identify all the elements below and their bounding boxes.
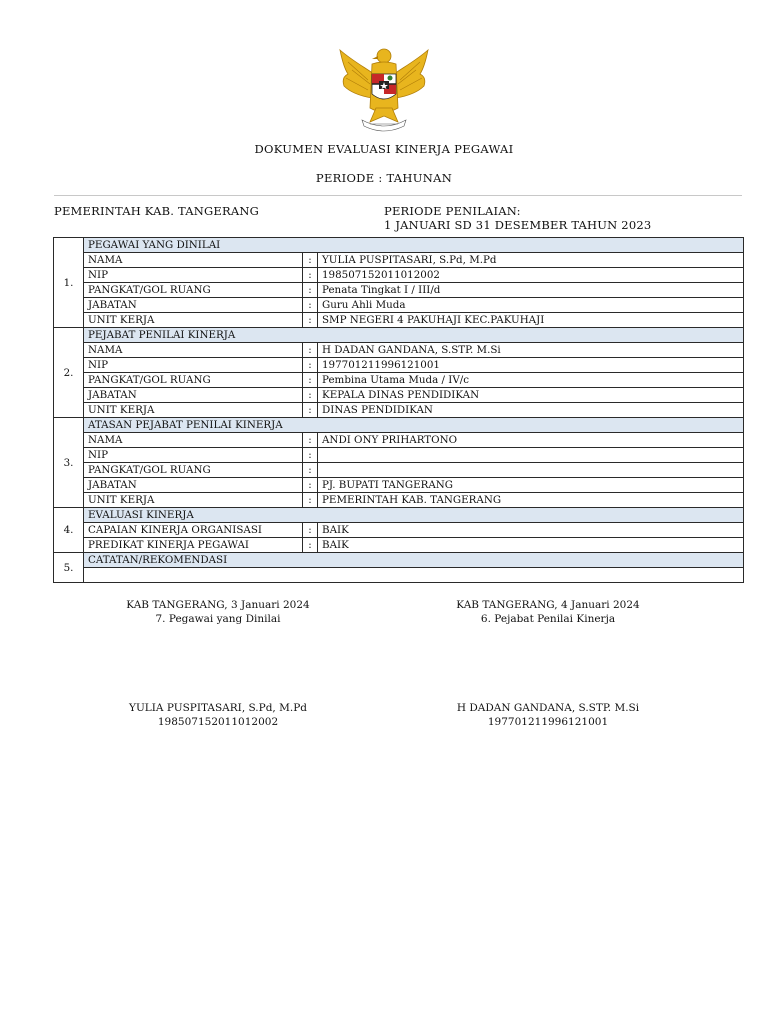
field-colon: : xyxy=(303,373,318,388)
periode-penilaian-title: PERIODE PENILAIAN: xyxy=(384,204,521,218)
field-colon: : xyxy=(303,343,318,358)
table-row xyxy=(54,448,744,463)
section-title: PEJABAT PENILAI KINERJA xyxy=(84,328,744,343)
pemerintah-label: PEMERINTAH KAB. TANGERANG xyxy=(54,204,259,218)
periode-label: PERIODE : TAHUNAN xyxy=(315,171,453,185)
garuda-pancasila-emblem xyxy=(334,42,434,132)
field-colon: : xyxy=(303,403,318,418)
field-value: SMP NEGERI 4 PAKUHAJI KEC.PAKUHAJI xyxy=(318,313,744,328)
section-title: CATATAN/REKOMENDASI xyxy=(84,553,744,568)
field-colon: : xyxy=(303,478,318,493)
evaluation-table-body xyxy=(54,238,744,583)
field-colon: : xyxy=(303,538,318,553)
table-row xyxy=(54,523,744,538)
table-row xyxy=(54,463,744,478)
field-colon: : xyxy=(303,313,318,328)
signature-right-name: H DADAN GANDANA, S.STP. M.Si xyxy=(456,702,640,714)
field-label: PREDIKAT KINERJA PEGAWAI xyxy=(84,538,303,553)
field-label: JABATAN xyxy=(84,478,303,493)
section-header-row xyxy=(54,553,744,568)
section-header-row xyxy=(54,238,744,253)
field-colon: : xyxy=(303,463,318,478)
field-colon: : xyxy=(303,493,318,508)
document-title: DOKUMEN EVALUASI KINERJA PEGAWAI xyxy=(254,142,514,156)
divider-line xyxy=(54,195,742,196)
field-value: Pembina Utama Muda / IV/c xyxy=(318,373,744,388)
section-title: PEGAWAI YANG DINILAI xyxy=(84,238,744,253)
field-colon: : xyxy=(303,283,318,298)
field-label: PANGKAT/GOL RUANG xyxy=(84,283,303,298)
field-label: NAMA xyxy=(84,343,303,358)
field-label: JABATAN xyxy=(84,388,303,403)
table-row xyxy=(54,538,744,553)
section-title: ATASAN PEJABAT PENILAI KINERJA xyxy=(84,418,744,433)
field-value: BAIK xyxy=(318,523,744,538)
section-header-row xyxy=(54,328,744,343)
table-row xyxy=(54,343,744,358)
note-cell xyxy=(84,568,744,583)
field-label: NIP xyxy=(84,448,303,463)
field-value: H DADAN GANDANA, S.STP. M.Si xyxy=(318,343,744,358)
evaluation-table xyxy=(53,237,744,583)
signature-left-date: KAB TANGERANG, 3 Januari 2024 xyxy=(126,599,310,611)
field-value: Guru Ahli Muda xyxy=(318,298,744,313)
field-colon: : xyxy=(303,298,318,313)
field-value: 197701211996121001 xyxy=(318,358,744,373)
section-number: 5. xyxy=(54,553,84,583)
field-label: UNIT KERJA xyxy=(84,403,303,418)
field-colon: : xyxy=(303,523,318,538)
table-row xyxy=(54,358,744,373)
field-colon: : xyxy=(303,253,318,268)
field-label: NIP xyxy=(84,268,303,283)
signature-left-name: YULIA PUSPITASARI, S.Pd, M.Pd xyxy=(129,702,307,714)
section-title: EVALUASI KINERJA xyxy=(84,508,744,523)
field-label: PANGKAT/GOL RUANG xyxy=(84,373,303,388)
section-number: 1. xyxy=(54,238,84,328)
section-number: 2. xyxy=(54,328,84,418)
signature-right-date: KAB TANGERANG, 4 Januari 2024 xyxy=(456,599,640,611)
field-label: NAMA xyxy=(84,253,303,268)
field-value: YULIA PUSPITASARI, S.Pd, M.Pd xyxy=(318,253,744,268)
table-row xyxy=(54,478,744,493)
section-number: 4. xyxy=(54,508,84,553)
field-value: KEPALA DINAS PENDIDIKAN xyxy=(318,388,744,403)
field-colon: : xyxy=(303,358,318,373)
field-value: Penata Tingkat I / III/d xyxy=(318,283,744,298)
signature-left-role: 7. Pegawai yang Dinilai xyxy=(155,613,281,625)
field-value: BAIK xyxy=(318,538,744,553)
field-label: JABATAN xyxy=(84,298,303,313)
table-row xyxy=(54,268,744,283)
field-value: PJ. BUPATI TANGERANG xyxy=(318,478,744,493)
periode-penilaian-label xyxy=(384,204,651,232)
note-row xyxy=(54,568,744,583)
field-label: NIP xyxy=(84,358,303,373)
table-row xyxy=(54,388,744,403)
table-row xyxy=(54,373,744,388)
table-row xyxy=(54,403,744,418)
table-row xyxy=(54,433,744,448)
table-row xyxy=(54,283,744,298)
section-number: 3. xyxy=(54,418,84,508)
table-row xyxy=(54,493,744,508)
section-header-row xyxy=(54,508,744,523)
field-colon: : xyxy=(303,433,318,448)
periode-penilaian-value: 1 JANUARI SD 31 DESEMBER TAHUN 2023 xyxy=(384,218,652,232)
section-header-row xyxy=(54,418,744,433)
field-value: 198507152011012002 xyxy=(318,268,744,283)
signature-right-role: 6. Pejabat Penilai Kinerja xyxy=(480,613,616,625)
field-label: NAMA xyxy=(84,433,303,448)
field-value: DINAS PENDIDIKAN xyxy=(318,403,744,418)
field-colon: : xyxy=(303,448,318,463)
signature-left-nip: 198507152011012002 xyxy=(157,716,279,728)
field-colon: : xyxy=(303,388,318,403)
field-value: PEMERINTAH KAB. TANGERANG xyxy=(318,493,744,508)
table-row xyxy=(54,298,744,313)
field-value: ANDI ONY PRIHARTONO xyxy=(318,433,744,448)
field-label: PANGKAT/GOL RUANG xyxy=(84,463,303,478)
table-row xyxy=(54,253,744,268)
field-value xyxy=(318,448,744,463)
field-value xyxy=(318,463,744,478)
field-label: UNIT KERJA xyxy=(84,313,303,328)
signature-right-nip: 197701211996121001 xyxy=(487,716,609,728)
field-label: CAPAIAN KINERJA ORGANISASI xyxy=(84,523,303,538)
field-colon: : xyxy=(303,268,318,283)
field-label: UNIT KERJA xyxy=(84,493,303,508)
table-row xyxy=(54,313,744,328)
